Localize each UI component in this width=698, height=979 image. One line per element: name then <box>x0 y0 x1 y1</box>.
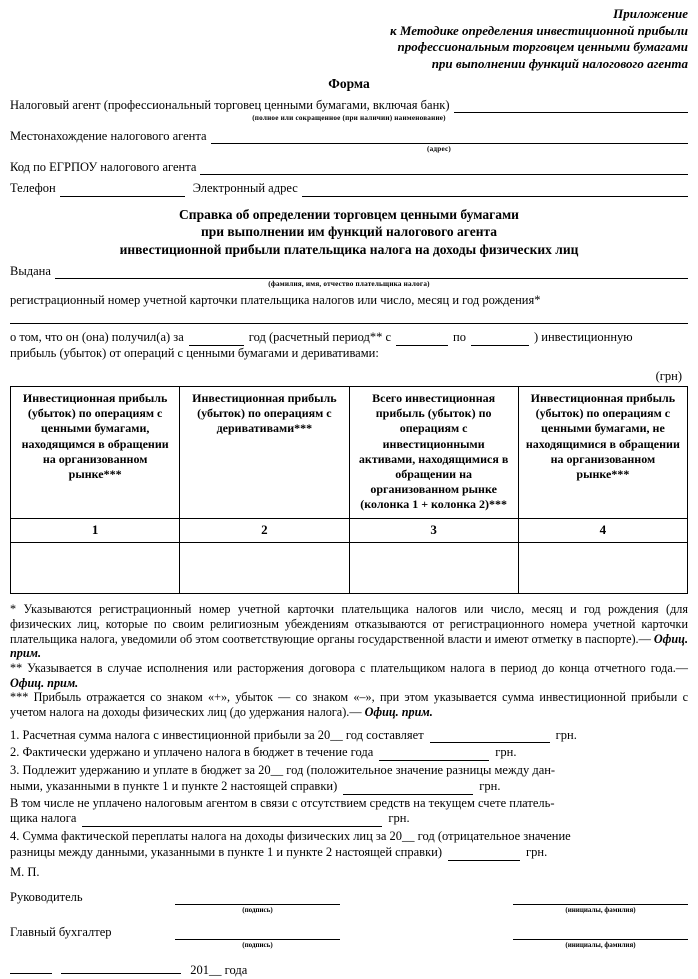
about-year-input[interactable] <box>189 333 244 346</box>
location-field <box>10 129 688 154</box>
period-from-input[interactable] <box>396 333 448 346</box>
about-block <box>10 330 688 361</box>
item-2-input[interactable] <box>379 748 489 761</box>
issued-field <box>10 264 688 289</box>
director-name-input[interactable] <box>513 892 688 905</box>
accountant-signature-block <box>10 925 688 950</box>
appendix-line-3: при выполнении функций налогового агента <box>431 55 688 71</box>
item-3-line-4-unit: грн. <box>388 811 410 826</box>
seal-mark: М. П. <box>10 864 40 879</box>
location-input[interactable] <box>211 131 688 144</box>
tax-agent-label: Налоговый агент (профессиональный торговец ценными бумагами, включая банк) <box>10 97 450 112</box>
item-1 <box>10 728 688 744</box>
accountant-name-input[interactable] <box>513 927 688 940</box>
table-col-number-2: 2 <box>180 519 349 543</box>
item-4 <box>10 829 688 861</box>
table-unit: (грн) <box>655 368 682 383</box>
investment-profit-table <box>10 386 688 594</box>
table-number-row <box>11 519 688 543</box>
footnote-2-text: ** Указывается в случае исполнения или расторжения договора с плательщиком налога в период до конца отчетного года.— <box>10 661 688 676</box>
appendix-line-2: профессиональным торговцем ценными бумагами <box>397 39 688 55</box>
item-4-unit: грн. <box>526 844 548 859</box>
email-label: Электронный адрес <box>192 181 298 196</box>
footnote-3-text: *** Прибыль отражается со знаком «+», убыток — со знаком «–», при этом указывается сумма инвестиционной прибыли с учетом налога на доходы физических лиц (до удержания налога).— <box>10 690 688 719</box>
footnote-2-em: Офиц. прим. <box>10 675 79 690</box>
location-caption: (адрес) <box>427 145 451 154</box>
about-mid-2: по <box>453 330 466 345</box>
contact-fields <box>10 181 688 196</box>
item-3-unit: грн. <box>479 778 501 793</box>
phone-label: Телефон <box>10 181 56 196</box>
footnote-1-em: Офиц. прим. <box>10 631 688 661</box>
accountant-name-caption: (инициалы, фамилия) <box>565 940 636 949</box>
item-3 <box>10 763 688 827</box>
egrpou-label: Код по ЕГРПОУ налогового агента <box>10 160 197 175</box>
footnote-3 <box>10 690 688 719</box>
table-value-cell-3[interactable] <box>349 543 518 594</box>
date-line <box>10 961 688 978</box>
footnote-3-em: Офиц. прим. <box>364 704 433 719</box>
table-col-number-1: 1 <box>11 519 180 543</box>
about-line-2: прибыль (убыток) от операций с ценными бумагами и деривативами: <box>10 345 379 360</box>
item-3-line-4-label: щика налога <box>10 811 77 826</box>
item-1-unit: грн. <box>555 727 577 742</box>
item-3-input[interactable] <box>343 782 473 795</box>
footnotes <box>10 602 688 719</box>
table-col-header-1: Инвестиционная прибыль (убыток) по операциям с ценными бумагами, находящимся в обращении на организованном рынке*** <box>11 387 180 519</box>
table-value-cell-4[interactable] <box>518 543 687 594</box>
date-year-label: 201__ года <box>190 963 248 978</box>
registration-number-line: регистрационный номер учетной карточки плательщика налогов или число, месяц и год рождения* <box>10 293 541 308</box>
item-1-input[interactable] <box>430 730 550 743</box>
footnote-1-text: * Указываются регистрационный номер учетной карточки плательщика налогов или число, месяц и год рождения (для физических лиц, которые по своим религиозным убеждениям отказываются от регистрационного номера учетной карточки плательщика налога, уведомили об этом соответствующие органы государственной власти и имеют отметку в паспорте).— <box>10 602 688 646</box>
item-4-line-1: 4. Сумма фактической переплаты налога на доходы физических лиц за 20__ год (отрицательное значение <box>10 829 571 844</box>
issued-label: Выдана <box>10 264 51 279</box>
date-month-input[interactable] <box>61 961 181 974</box>
about-mid-1: год (расчетный период** с <box>248 330 392 345</box>
director-label: Руководитель <box>10 889 83 904</box>
tax-agent-input[interactable] <box>454 100 688 113</box>
director-signature-block <box>10 890 688 915</box>
accountant-signature-caption: (подпись) <box>242 940 273 949</box>
item-4-input[interactable] <box>448 848 520 861</box>
item-3-line-3: В том числе не уплачено налоговым агентом в связи с отсутствием средств на текущем счете платель- <box>10 795 555 810</box>
location-label: Местонахождение налогового агента <box>10 129 207 143</box>
footnote-1 <box>10 602 688 661</box>
accountant-signature-input[interactable] <box>175 927 340 940</box>
egrpou-field <box>10 160 688 175</box>
document-title <box>10 206 688 259</box>
calculation-items <box>10 728 688 861</box>
title-line-2: при выполнении им функций налогового агента <box>200 224 498 240</box>
item-2-label: 2. Фактически удержано и уплачено налога в бюджет в течение года <box>10 745 374 760</box>
about-prefix: о том, что он (она) получил(а) за <box>10 330 184 345</box>
table-col-number-3: 3 <box>349 519 518 543</box>
director-name-caption: (инициалы, фамилия) <box>565 906 636 915</box>
table-value-cell-1[interactable] <box>11 543 180 594</box>
item-4-line-2-label: разницы между данными, указанными в пункте 1 и пункте 2 настоящей справки) <box>10 844 442 859</box>
accountant-label: Главный бухгалтер <box>10 924 112 939</box>
date-day-input[interactable] <box>10 961 52 974</box>
table-col-header-3: Всего инвестиционная прибыль (убыток) по операциям с инвестиционными активами, находящимися в обращении на организованном рынке (колонка 1 + колонка 2)*** <box>349 387 518 519</box>
issued-input[interactable] <box>55 266 688 279</box>
email-input[interactable] <box>302 184 688 197</box>
table-header-row <box>11 387 688 519</box>
table-col-number-4: 4 <box>518 519 687 543</box>
tax-agent-field <box>10 98 688 123</box>
title-line-1: Справка об определении торговцем ценными бумагами <box>179 206 519 222</box>
period-to-input[interactable] <box>471 333 529 346</box>
item-2 <box>10 745 688 761</box>
item-3-unpaid-input[interactable] <box>82 814 382 827</box>
title-line-3: инвестиционной прибыли плательщика налога на доходы физических лиц <box>119 241 579 257</box>
item-2-unit: грн. <box>495 745 517 760</box>
table-row <box>11 543 688 594</box>
director-signature-input[interactable] <box>175 892 340 905</box>
item-3-line-1: 3. Подлежит удержанию и уплате в бюджет за 20__ год (положительное значение разницы между дан- <box>10 763 556 778</box>
egrpou-input[interactable] <box>200 162 688 175</box>
table-value-cell-2[interactable] <box>180 543 349 594</box>
issued-caption: (фамилия, имя, отчество плательщика налога) <box>268 280 430 289</box>
appendix-line-1: к Методике определения инвестиционной прибыли <box>390 22 688 38</box>
director-signature-caption: (подпись) <box>242 906 273 915</box>
about-tail: ) инвестиционную <box>533 330 633 345</box>
registration-number-input[interactable] <box>10 310 688 324</box>
table-col-header-2: Инвестиционная прибыль (убыток) по операциям с деривативами*** <box>180 387 349 519</box>
phone-input[interactable] <box>60 184 185 197</box>
footnote-2 <box>10 661 688 690</box>
tax-agent-caption: (полное или сокращенное (при наличии) наименование) <box>252 114 446 123</box>
appendix-title: Приложение <box>613 6 688 21</box>
item-3-line-2-label: ными, указанными в пункте 1 и пункте 2 настоящей справки) <box>10 778 338 793</box>
table-col-header-4: Инвестиционная прибыль (убыток) по операциям с ценными бумагами, не находящимися в обращении на организованном рынке*** <box>518 387 687 519</box>
form-word: Форма <box>328 75 370 91</box>
appendix-header <box>10 6 688 73</box>
item-1-label: 1. Расчетная сумма налога с инвестиционной прибыли за 20__ год составляет <box>10 727 424 742</box>
